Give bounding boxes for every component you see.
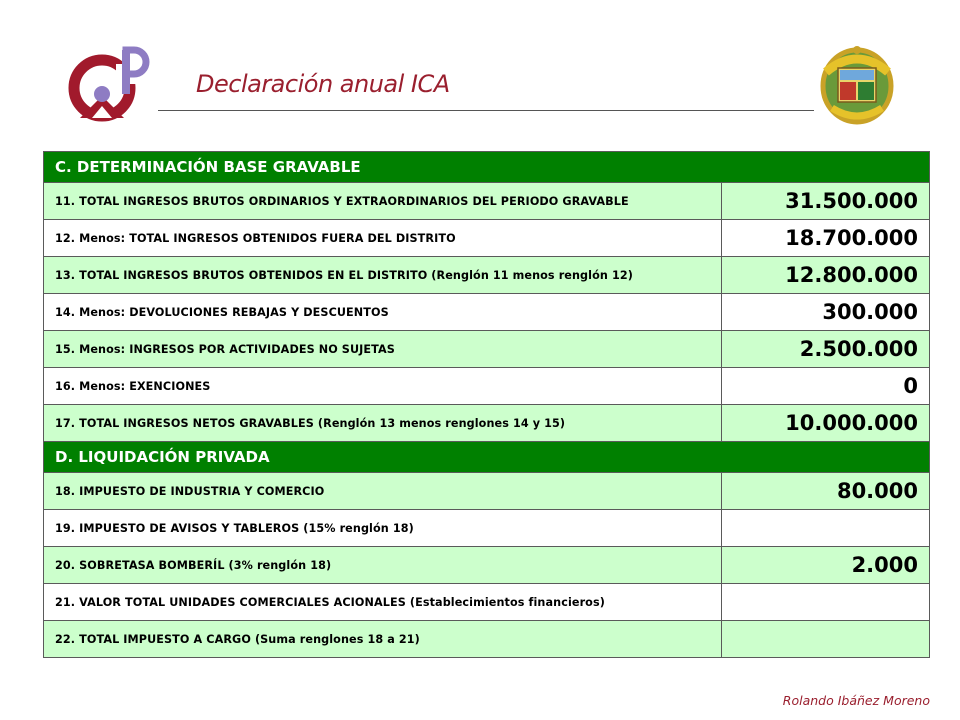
row-label: 14. Menos: DEVOLUCIONES REBAJAS Y DESCUENTOS — [44, 294, 722, 331]
row-value — [722, 510, 930, 547]
row-value: 31.500.000 — [722, 183, 930, 220]
cp-logo-icon — [66, 44, 154, 132]
row-label: 12. Menos: TOTAL INGRESOS OBTENIDOS FUERA DEL DISTRITO — [44, 220, 722, 257]
table-row — [44, 405, 930, 442]
page-title: Declaración anual ICA — [196, 70, 450, 98]
row-label: 11. TOTAL INGRESOS BRUTOS ORDINARIOS Y EXTRAORDINARIOS DEL PERIODO GRAVABLE — [44, 183, 722, 220]
table-row — [44, 294, 930, 331]
row-label: 17. TOTAL INGRESOS NETOS GRAVABLES (Renglón 13 menos renglones 14 y 15) — [44, 405, 722, 442]
table-row — [44, 183, 930, 220]
row-label: 18. IMPUESTO DE INDUSTRIA Y COMERCIO — [44, 473, 722, 510]
row-value: 18.700.000 — [722, 220, 930, 257]
row-label: 22. TOTAL IMPUESTO A CARGO (Suma renglones 18 a 21) — [44, 621, 722, 658]
row-value: 12.800.000 — [722, 257, 930, 294]
ica-declaration-table — [43, 151, 930, 658]
table-row — [44, 220, 930, 257]
section-title: C. DETERMINACIÓN BASE GRAVABLE — [44, 152, 930, 183]
table-row — [44, 257, 930, 294]
title-underline — [158, 110, 814, 111]
author-footer: Rolando Ibáñez Moreno — [782, 693, 930, 708]
row-value: 0 — [722, 368, 930, 405]
row-label: 21. VALOR TOTAL UNIDADES COMERCIALES ACIONALES (Establecimientos financieros) — [44, 584, 722, 621]
table-row — [44, 547, 930, 584]
row-value: 2.500.000 — [722, 331, 930, 368]
row-value: 2.000 — [722, 547, 930, 584]
row-label: 15. Menos: INGRESOS POR ACTIVIDADES NO SUJETAS — [44, 331, 722, 368]
section-title: D. LIQUIDACIÓN PRIVADA — [44, 442, 930, 473]
section-header-c — [44, 152, 930, 183]
table-row — [44, 368, 930, 405]
row-value — [722, 584, 930, 621]
row-label: 20. SOBRETASA BOMBERÍL (3% renglón 18) — [44, 547, 722, 584]
row-value: 80.000 — [722, 473, 930, 510]
row-value: 300.000 — [722, 294, 930, 331]
table-row — [44, 621, 930, 658]
row-label: 19. IMPUESTO DE AVISOS Y TABLEROS (15% renglón 18) — [44, 510, 722, 547]
table-row — [44, 331, 930, 368]
table-row — [44, 510, 930, 547]
section-header-d — [44, 442, 930, 473]
table-row — [44, 473, 930, 510]
row-value — [722, 621, 930, 658]
row-label: 13. TOTAL INGRESOS BRUTOS OBTENIDOS EN EL DISTRITO (Renglón 11 menos renglón 12) — [44, 257, 722, 294]
municipal-seal-icon — [818, 42, 896, 126]
table-row — [44, 584, 930, 621]
row-value: 10.000.000 — [722, 405, 930, 442]
row-label: 16. Menos: EXENCIONES — [44, 368, 722, 405]
